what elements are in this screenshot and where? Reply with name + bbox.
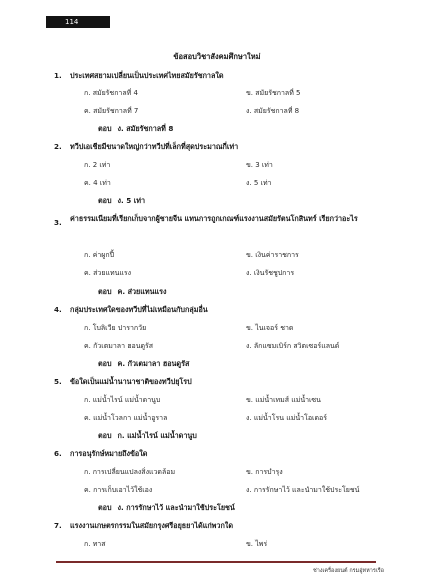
question-number: 2. [54,142,62,151]
option-b: ข. การบำรุง [246,468,283,476]
question-number: 4. [54,305,62,314]
question-number: 7. [54,521,62,530]
option-a: ก. โบลิเวีย ปารากวัย [84,324,147,332]
question-number: 3. [54,218,62,227]
question-number: 6. [54,449,62,458]
question-label: กลุ่มประเทศใดของทวีปที่ไม่เหมือนกับกลุ่มอื่น [70,305,208,314]
option-b: ข. สมัยรัชกาลที่ 5 [246,89,301,97]
question-text [54,449,380,459]
option-d: ง. การรักษาไว้ และนำมาใช้ประโยชน์ [246,486,360,494]
option-a: ก. สมัยรัชกาลที่ 4 [84,89,138,97]
question-label: ประเทศสยามเปลี่ยนเป็นประเทศไทยสมัยรัชกาลใด [70,71,224,80]
option-d: ง. แม่น้ำโรน แม่น้ำโอเดอร์ [246,414,327,422]
answer-value: ค. ส่วยแทนแรง [117,287,167,296]
option-b: ข. แม่น้ำเทมส์ แม่น้ำเซน [246,396,321,404]
answer-label: ตอบ [98,287,112,296]
answer-line [98,431,197,441]
answer-value: ง. 5 เท่า [117,196,146,205]
option-d: ง. เงินรัชชูปการ [246,269,295,277]
question-label: ทวีปเอเชียมีขนาดใหญ่กว่าทวีปที่เล็กที่สุดประมาณกี่เท่า [70,142,239,151]
answer-label: ตอบ [98,359,112,368]
page-number-badge: 114 [46,16,110,28]
question-label: ข้อใดเป็นแม่น้ำนานาชาติของทวีปยุโรป [70,377,192,386]
option-d: ง. ลักแซมเบิร์ก สวิตเซอร์แลนด์ [246,342,340,350]
option-d: ง. 5 เท่า [246,179,272,187]
question-number: 5. [54,377,62,386]
question-label: แรงงานเกษตรกรรมในสมัยกรุงศรีอยุธยาได้แก่พวกใด [70,521,233,530]
answer-line [98,196,145,206]
option-a: ก. แม่น้ำไรน์ แม่น้ำดานูบ [84,396,161,404]
question-text [54,305,380,315]
question-number: 1. [54,71,62,80]
option-a: ก. ทาส [84,540,106,548]
option-a: ก. การเปลี่ยนแปลงสิ่งแวดล้อม [84,468,176,476]
document-title: ข้อสอบวิชาสังคมศึกษาใหม่ [173,52,261,61]
footer-caption: ช่างเครื่องยนต์ กรมอู่ทหารเรือ [313,568,384,574]
question-text [54,521,380,531]
answer-value: ง. การรักษาไว้ และนำมาใช้ประโยชน์ [117,503,235,512]
option-c: ค. 4 เท่า [84,179,111,187]
footer-divider [56,561,376,563]
question-text [54,210,380,228]
answer-value: ง. สมัยรัชกาลที่ 8 [117,124,174,133]
option-b: ข. เงินค่าราชการ [246,251,299,259]
option-c: ค. กัวเตมาลา ฮอนดูรัส [84,342,154,350]
answer-label: ตอบ [98,124,112,133]
answer-label: ตอบ [98,431,112,440]
question-label: การอนุรักษ์หมายถึงข้อใด [70,449,148,458]
option-b: ข. ไนเจอร์ ชาด [246,324,294,332]
answer-line [98,287,167,297]
option-b: ข. ไพร่ [246,540,268,548]
question-text [54,71,380,81]
answer-value: ก. แม่น้ำไรน์ แม่น้ำดานูบ [117,431,197,440]
answer-value: ค. กัวเตมาลา ฮอนดูรัส [117,359,190,368]
option-c: ค. การเก็บเอาไว้ใช้เอง [84,486,153,494]
answer-label: ตอบ [98,196,112,205]
option-a: ก. 2 เท่า [84,161,111,169]
option-c: ค. สมัยรัชกาลที่ 7 [84,107,139,115]
option-b: ข. 3 เท่า [246,161,273,169]
option-c: ค. ส่วยแทนแรง [84,269,132,277]
answer-line [98,124,173,134]
option-d: ง. สมัยรัชกาลที่ 8 [246,107,300,115]
option-a: ก. ค่าผูกปี้ [84,251,115,259]
option-c: ค. แม่น้ำโวลกา แม่น้ำอูราล [84,414,168,422]
question-text [54,142,380,152]
answer-line [98,359,189,369]
question-text [54,377,380,387]
answer-label: ตอบ [98,503,112,512]
question-label: ค่าธรรมเนียมที่เรียกเก็บจากผู้ชายจีน แทนการถูกเกณฑ์แรงงานสมัยรัตนโกสินทร์ เรียกว่าอะไร [70,214,358,223]
answer-line [98,503,235,513]
